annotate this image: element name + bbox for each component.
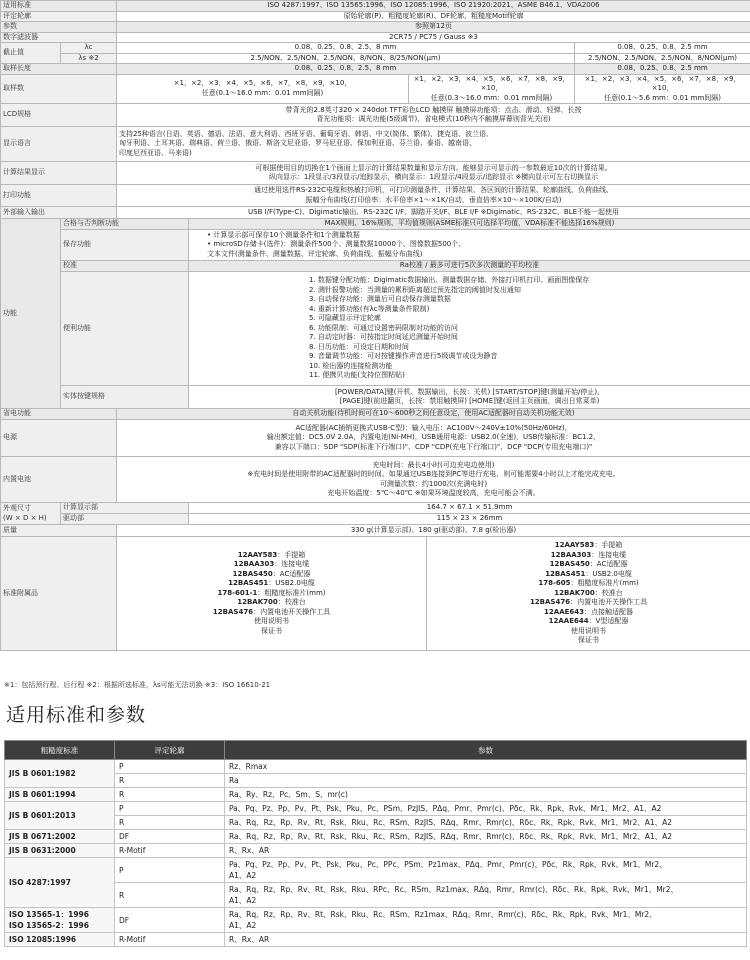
parameter-list: R、Rx、AR: [225, 844, 747, 858]
accessory-name: ：内置电池开关操作工具: [570, 598, 648, 607]
spec-label: 适用标准: [1, 1, 117, 12]
accessory-name: 使用说明书: [254, 617, 289, 626]
spec-label: 打印功能: [1, 185, 117, 207]
accessory-item: [429, 560, 748, 570]
spec-sublabel: 计算显示部: [61, 503, 189, 514]
table-row: [5, 830, 747, 844]
parameter-list: Ra、Ry、Rz、Pc、Sm、S、mr(c): [225, 788, 747, 802]
spec-label: 取样数: [1, 74, 117, 104]
accessory-item: [119, 560, 424, 570]
standard-name: JIS B 0601:2013: [5, 802, 115, 830]
spec-label: 功能: [1, 219, 61, 409]
accessory-item: [429, 598, 748, 608]
profile-name: R: [115, 816, 225, 830]
profile-name: P: [115, 760, 225, 774]
parameter-list: Rz、Rmax: [225, 760, 747, 774]
spec-label: 外部输入输出: [1, 207, 117, 219]
spec-sublabel: 驱动部: [61, 514, 189, 525]
accessory-name: 使用说明书: [571, 626, 607, 635]
accessory-name: ：USB2.0电缆: [268, 579, 315, 588]
accessory-item: [119, 608, 424, 618]
profile-name: P: [115, 858, 225, 883]
accessory-item: [119, 617, 424, 627]
accessory-item: [119, 589, 424, 599]
accessory-item: [119, 579, 424, 589]
spec-value: 2.5/NON、2.5/NON、2.5/NON、8/NON(μm): [575, 53, 750, 64]
spec-label: 外观尺寸 (W × D × H): [1, 503, 61, 525]
accessory-name: ：粗糙度标准片(mm): [257, 588, 326, 597]
accessory-code: 178-601-1: [217, 588, 258, 597]
spec-value: • 计算显示部可保存10个测量条件和1个测量数据 • microSD存储卡(选件)：测量条件500个、测量数据10000个、图像数据500个、 文本文件(测量条件、测量数据、评定轮廓、负荷曲线、振幅分布曲线): [189, 230, 750, 261]
spec-label: 标准附属品: [1, 537, 117, 651]
spec-value: 支持25种语言(日语、英语、德语、法语、意大利语、西班牙语、葡萄牙语、韩语、中文(简体、繁体)、捷克语、波兰语、 匈牙利语、土耳其语、瑞典语、荷兰语、俄语、斯洛文尼亚语、罗马尼亚语、保加利亚语、芬兰语、泰语、越南语、 印度尼西亚语、马来语): [117, 127, 750, 162]
spec-value: 330 g(计算显示部)、180 g(驱动部)、7.8 g(检出器): [117, 525, 750, 537]
profile-name: R-Motif: [115, 933, 225, 947]
column-header: 参数: [225, 741, 747, 760]
accessory-name: ：粗糙度标准片(mm): [570, 579, 639, 588]
table-row: [5, 774, 747, 788]
accessory-code: 12BAS450: [232, 569, 273, 578]
spec-sublabel: λs ※2: [61, 53, 117, 64]
accessory-name: ：AC适配器: [272, 569, 311, 578]
accessory-item: [119, 627, 424, 637]
spec-value: 带背光的2.8英寸320 × 240dot TFT彩色LCD 触摸屏 触摸屏功能项：点击、滑动、轻弹、长按 背光功能项：调光功能(5级调节)，省电模式(10秒内不触摸屏幕则背光关闭): [117, 104, 750, 127]
accessory-code: 12BAS451: [545, 569, 586, 578]
table-row: [5, 788, 747, 802]
accessory-name: ：点接触适配器: [584, 607, 634, 616]
standard-name: JIS B 0631:2000: [5, 844, 115, 858]
accessory-item: [429, 617, 748, 627]
spec-value: ×1，×2，×3，×4，×5，×6，×7，×8，×9，×10， 任意(0.1～5.6 mm：0.01 mm间隔): [575, 74, 750, 104]
spec-value: 自动关机功能(待机时间可在10～600秒之间任意设定，使用AC适配器时自动关机功能无效): [117, 409, 750, 420]
accessory-name: 保证书: [578, 636, 600, 645]
spec-value: USB I/F(Type-C)、Digimatic输出、RS-232C I/F、脚踏开关I/F、BLE I/F ※Digimatic、RS-232C、BLE不能一起使用: [117, 207, 750, 219]
accessory-code: 12AAE643: [544, 607, 585, 616]
spec-value: 可根据使用目的切换在1个画面上显示的计算结果数量和显示方向。能够显示可显示的一参数最近10次的计算结果。 纵向显示：1段显示/3段显示/追踪显示，横向显示：1段显示/4段显示/追踪显示 ※横向显示可左右切换显示: [117, 162, 750, 185]
profile-name: R: [115, 883, 225, 908]
spec-value: MAX规则、16%规则、平均值规则(ASME标准只可选择平均值，VDA标准不能选择16%规则): [189, 219, 750, 230]
accessory-item: [429, 570, 748, 580]
parameter-list: Pa、Pq、Pz、Pp、Pv、Pt、Psk、Pku、Pc、PPc、PSm、Pz1max、PΔq、Pmr、Pmr(c)、Pδc、Rk、Rpk、Rvk、Mr1、Mr2、 A1、A2: [225, 858, 747, 883]
spec-label: 显示语言: [1, 127, 117, 162]
spec-value: 0.08、0.25、0.8、2.5、8 mm: [117, 64, 575, 75]
column-header: 粗糙度标准: [5, 741, 115, 760]
parameter-list: Ra、Rq、Rz、Rp、Rv、Rt、Rsk、Rku、Rc、RSm、RzJIS、RΔq、Rmr、Rmr(c)、Rδc、Rk、Rpk、Rvk、Mr1、Mr2、A1、A2: [225, 816, 747, 830]
spec-sublabel: 便利功能: [61, 272, 189, 386]
spec-label: 电源: [1, 420, 117, 457]
parameter-list: Ra、Rq、Rz、Rp、Rv、Rt、Rsk、Rku、Rc、RSm、RzJIS、RΔq、Rmr、Rmr(c)、Rδc、Rk、Rpk、Rvk、Mr1、Mr2、A1、A2: [225, 830, 747, 844]
spec-value: 原始轮廓(P)、粗糙度轮廓(R)、DF轮廓、粗糙度Motif轮廓: [117, 11, 750, 22]
table-row: [5, 858, 747, 883]
spec-label: LCD规格: [1, 104, 117, 127]
accessory-code: 12AAY583: [554, 541, 595, 550]
spec-value: Ra校准 / 最多可进行5次多次测量的平均校准: [189, 261, 750, 272]
accessory-name: ：校准台: [594, 588, 623, 597]
accessory-item: [429, 589, 748, 599]
accessory-name: ：V型适配器: [588, 617, 629, 626]
accessory-code: 12BAS476: [212, 607, 254, 616]
standard-name: ISO 13565-1：1996 ISO 13565-2：1996: [5, 908, 115, 933]
accessory-item: [429, 551, 748, 561]
accessory-name: ：手提箱: [594, 541, 623, 550]
accessory-code: 12BAK700: [554, 588, 595, 597]
table-row: [5, 883, 747, 908]
accessory-name: ：内置电池开关操作工具: [253, 607, 331, 616]
accessory-code: 12BAS450: [549, 560, 590, 569]
spec-value: ×1，×2，×3，×4，×5，×6，×7，×8，×9，×10， 任意(0.1～16.0 mm：0.01 mm间隔): [117, 74, 409, 104]
spec-sublabel: 合格与否判断功能: [61, 219, 189, 230]
spec-label: 内置电池: [1, 457, 117, 503]
profile-name: DF: [115, 830, 225, 844]
spec-value: 参照第12页: [117, 22, 750, 33]
profile-name: R-Motif: [115, 844, 225, 858]
table-row: [5, 908, 747, 933]
spec-value: 1. 数据键分配功能：Digimatic数据输出、测量数据存储、外接打印机打印、画面图像保存 2. 测针报警功能：当测量的累积距离超过预先指定的阈值时发出通知 3. 自动保存功能：测量后可自动保存测量数据 4. 重新计算功能(有λc等测量条件限制) 5. 可隐藏显示评定轮廓 6. 功能限制：可通过设置密码限制对功能的访问 7. 自动定时器：可按指定时间延迟测量开始时间 8. 日历功能：可设定日期和时间 9. 音量调节功能：可对按键操作声音进行5级调节或设为静音 10. 检出器的连接检测功能 11. 便携贝功能(支持位图粘贴): [189, 272, 750, 386]
section-title: 适用标准和参数: [6, 704, 147, 726]
spec-sublabel: λc: [61, 43, 117, 54]
accessory-code: 12BAS476: [529, 598, 571, 607]
table-row: [5, 933, 747, 947]
standard-name: JIS B 0601:1994: [5, 788, 115, 802]
column-header: 评定轮廓: [115, 741, 225, 760]
accessory-item: [119, 551, 424, 561]
accessory-item: [429, 541, 748, 551]
accessory-item: [429, 579, 748, 589]
parameter-list: Pa、Pq、Pz、Pp、Pv、Pt、Psk、Pku、Pc、PSm、PzJIS、PΔq、Pmr、Pmr(c)、Pδc、Rk、Rpk、Rvk、Mr1、Mr2、A1、A2: [225, 802, 747, 816]
spec-value: 0.08、0.25、0.8、2.5 mm: [575, 43, 750, 54]
spec-value: 2CR75 / PC75 / Gauss ※3: [117, 32, 750, 43]
accessory-code: 12BAS451: [228, 579, 269, 588]
accessory-code: 12BAA303: [233, 560, 275, 569]
spec-value: 2.5/NON、2.5/NON、2.5/NON、8/NON、8/25/NON(μm): [117, 53, 575, 64]
accessory-item: [119, 598, 424, 608]
accessory-name: ：连接电缆: [591, 550, 627, 559]
spec-sublabel: 实体按键规格: [61, 386, 189, 409]
standard-name: JIS B 0601:1982: [5, 760, 115, 788]
accessory-item: [119, 570, 424, 580]
accessory-name: ：连接电缆: [274, 560, 310, 569]
spec-label: 截止值: [1, 43, 61, 64]
accessory-code: 12BAK700: [237, 598, 278, 607]
accessories-col-b: [427, 537, 750, 651]
spec-value: 充电时间：最长4小时(可边充电边使用) ※充电时间是使用附带的AC适配器时的时间。如果通过USB连接到PC等进行充电，则可能需要4小时以上才能完成充电。 可测量次数：约1000次(充满电时) 充电开始温度：5℃～40℃ ※如果环境温度较高，充电可能会不满。: [117, 457, 750, 503]
profile-name: R: [115, 788, 225, 802]
spec-value: ISO 4287:1997、ISO 13565:1996、ISO 12085:1996、ISO 21920:2021、ASME B46.1、VDA2006: [117, 1, 750, 12]
spec-value: 115 × 23 × 26mm: [189, 514, 750, 525]
accessory-code: 12AAE644: [548, 617, 589, 626]
spec-value: 0.08、0.25、0.8、2.5 mm: [575, 64, 750, 75]
spec-label: 取样长度: [1, 64, 117, 75]
spec-sublabel: 校准: [61, 261, 189, 272]
spec-value: [POWER/DATA]键(开机、数据输出，长按：关机) [START/STOP]键(测量开始/停止)、 [PAGE]键(前进翻页，长按：禁用触摸屏) [HOME]键(返回主页画面，调出日常菜单): [189, 386, 750, 409]
spec-value: 164.7 × 67.1 × 51.9mm: [189, 503, 750, 514]
accessories-col-a: [117, 537, 427, 651]
accessory-code: 12AAY583: [237, 550, 278, 559]
parameter-list: Ra: [225, 774, 747, 788]
standards-table: [4, 740, 747, 947]
spec-sublabel: 保存功能: [61, 230, 189, 261]
parameter-list: Ra、Rq、Rz、Rp、Rv、Rt、Rsk、Rku、RPc、Rc、RSm、Rz1max、RΔq、Rmr、Rmr(c)、Rδc、Rk、Rpk、Rvk、Mr1、Mr2、 A1、A2: [225, 883, 747, 908]
spec-label: 数字滤波器: [1, 32, 117, 43]
spec-label: 省电功能: [1, 409, 117, 420]
accessory-item: [429, 627, 748, 637]
spec-value: 通过使用选件RS-232C电缆和热敏打印机，可打印测量条件、计算结果、各区间的计算结果、轮廓曲线、负荷曲线、 振幅分布曲线(打印倍率：水平倍率×1～×1K/自动，垂直倍率×10～×100K/自动): [117, 185, 750, 207]
spec-value: 0.08、0.25、0.8、2.5、8 mm: [117, 43, 575, 54]
parameter-list: Ra、Rq、Rz、Rp、Rv、Rt、Rsk、Rku、Rc、RSm、Rz1max、RΔq、Rmr、Rmr(c)、Rδc、Rk、Rpk、Rvk、Mr1、Mr2、 A1、A2: [225, 908, 747, 933]
profile-name: DF: [115, 908, 225, 933]
table-row: [5, 816, 747, 830]
parameter-list: R、Rx、AR: [225, 933, 747, 947]
accessory-item: [429, 636, 748, 646]
spec-label: 计算结果显示: [1, 162, 117, 185]
accessory-name: 保证书: [261, 626, 282, 635]
standard-name: JIS B 0671:2002: [5, 830, 115, 844]
spec-value: ×1，×2，×3，×4，×5，×6，×7，×8，×9，×10， 任意(0.3～16.0 mm：0.01 mm间隔): [409, 74, 575, 104]
spec-label: 质量: [1, 525, 117, 537]
spec-label: 参数: [1, 22, 117, 33]
accessory-code: 178-605: [538, 579, 571, 588]
footnote: ※1：包括预行程、后行程 ※2：根据所选标准，λs可能无法切换 ※3：ISO 16610-21: [4, 681, 271, 689]
standard-name: ISO 4287:1997: [5, 858, 115, 908]
table-row: [5, 802, 747, 816]
table-row: [5, 760, 747, 774]
accessory-name: ：校准台: [277, 598, 306, 607]
accessory-name: ：手提箱: [277, 550, 306, 559]
spec-value: AC适配器(AC插销更换式USB-C型)：输入电压：AC100V～240V±10%(50Hz/60Hz)， 输出额定值：DC5.0V 2.0A，内置电池(Ni-MH)，USB通用电源：USB2.0(全速)，USB传输标准：BC1.2， 兼容以下端口：SDP "SDP(标准下行端口)"、CDP "CDP(充电下行端口)"、DCP "DCP(专用充电端口)": [117, 420, 750, 457]
table-row: [5, 844, 747, 858]
accessory-item: [429, 608, 748, 618]
standard-name: ISO 12085:1996: [5, 933, 115, 947]
profile-name: R: [115, 774, 225, 788]
accessory-code: 12BAA303: [550, 550, 592, 559]
accessory-name: ：AC适配器: [589, 560, 628, 569]
spec-label: 评定轮廓: [1, 11, 117, 22]
accessory-name: ：USB2.0电缆: [585, 569, 632, 578]
profile-name: P: [115, 802, 225, 816]
